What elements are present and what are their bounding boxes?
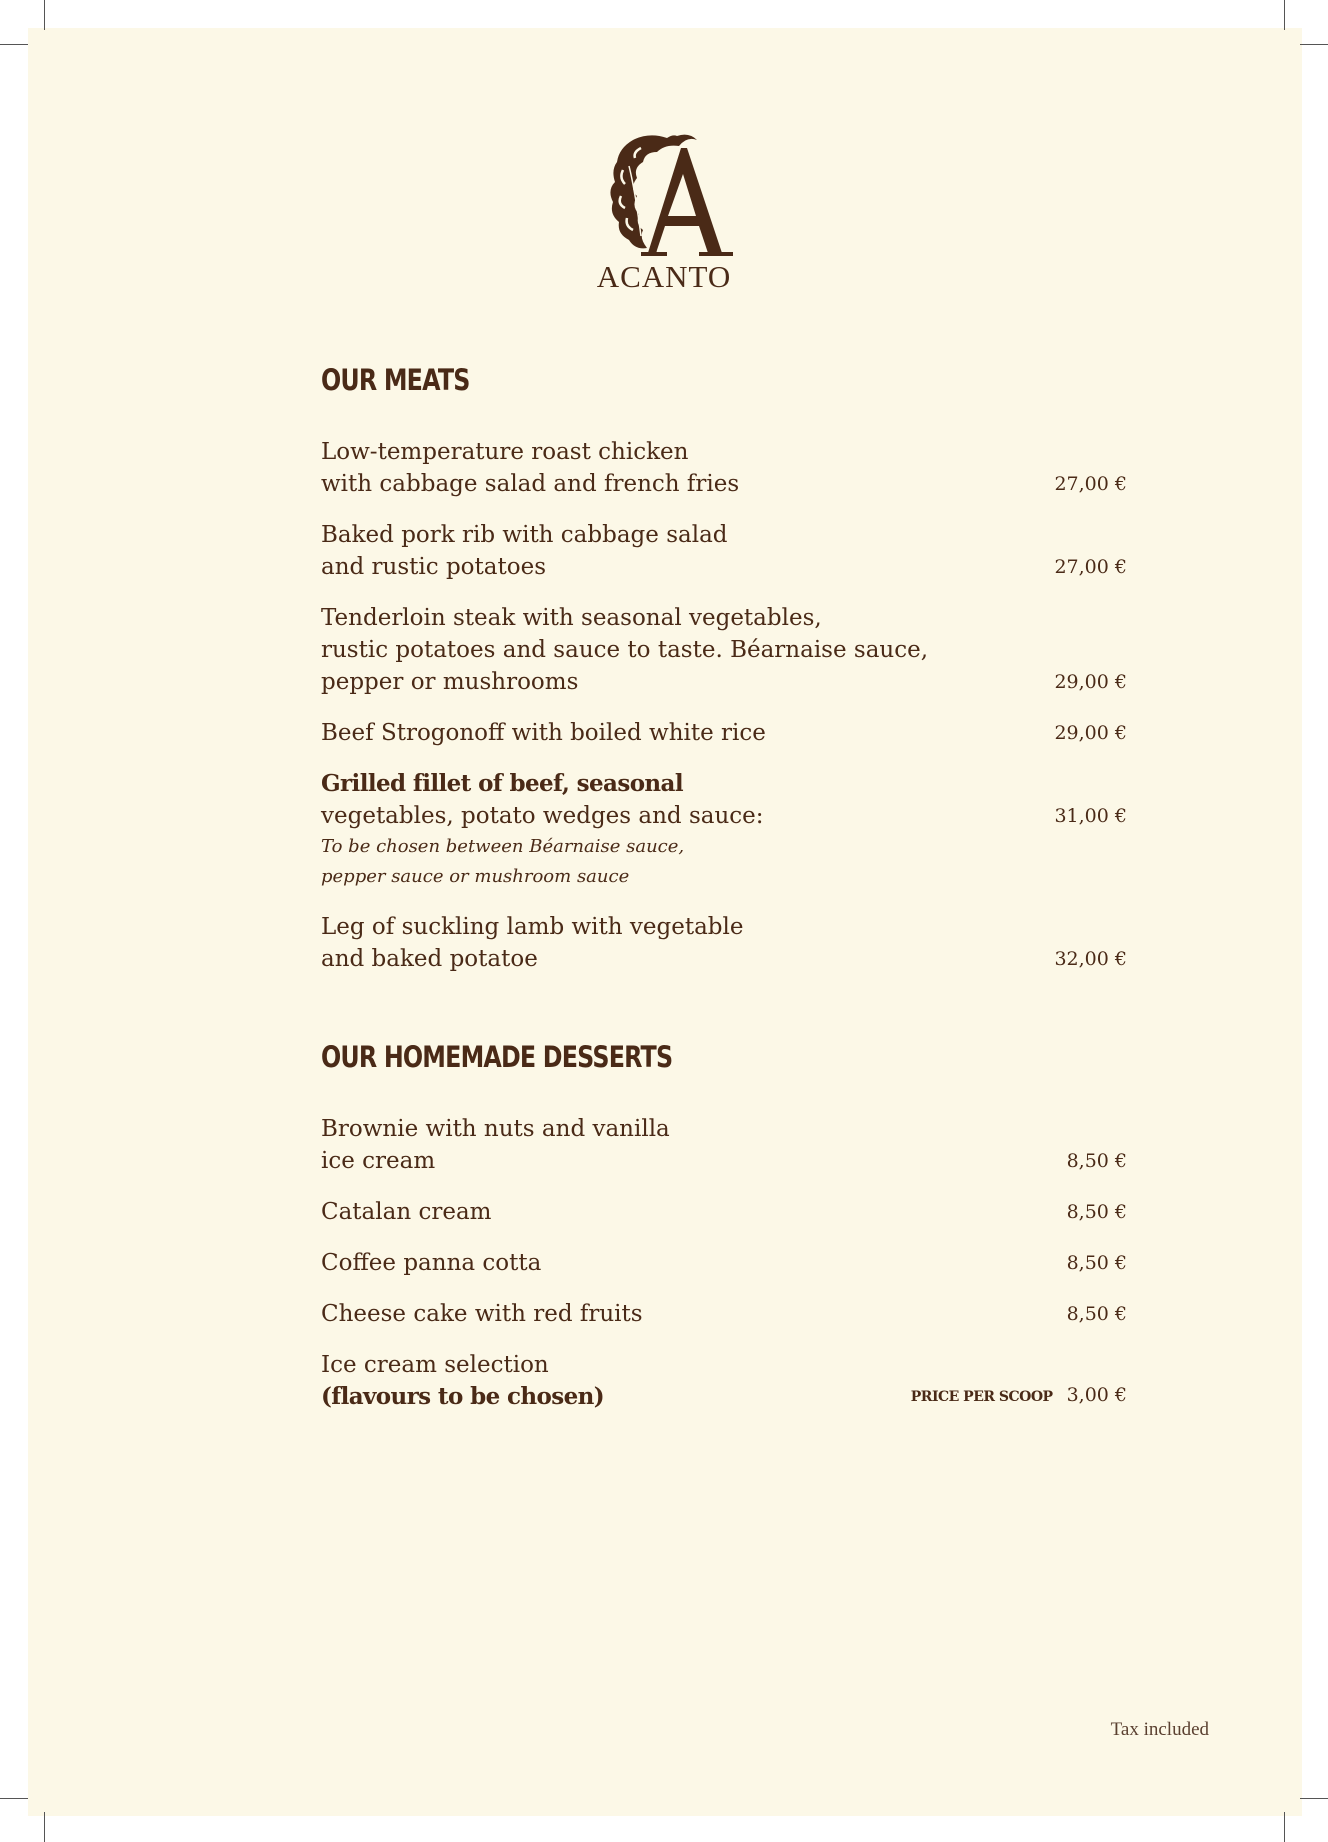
- menu-item: [321, 602, 1127, 698]
- price-value: 8,50 €: [1066, 1150, 1127, 1172]
- menu-item-note: To be chosen between Béarnaise sauce,: [321, 836, 685, 857]
- menu-item: [321, 1196, 1127, 1228]
- menu-item: [321, 519, 1127, 583]
- menu-item-name: [321, 1113, 1067, 1177]
- menu-item-line: vegetables, potato wedges and sauce:: [321, 803, 764, 829]
- menu-item-name: [321, 436, 1054, 500]
- menu-item-line: ice cream: [321, 1148, 436, 1174]
- menu-item: [321, 911, 1127, 975]
- menu-item-line: Coffee panna cotta: [321, 1250, 542, 1276]
- menu-item-name: [321, 519, 1054, 583]
- menu-item-price: [1067, 1298, 1127, 1330]
- price-value: 8,50 €: [1066, 1201, 1127, 1223]
- menu-item-price: [1054, 468, 1127, 500]
- menu-item-name: [321, 602, 1054, 698]
- menu-item-note: pepper sauce or mushroom sauce: [321, 866, 630, 887]
- menu-item-line: with cabbage salad and french fries: [321, 471, 740, 497]
- menu-item-price: [1054, 943, 1127, 975]
- price-value: 32,00 €: [1054, 948, 1127, 970]
- menu-content: [321, 360, 1127, 1432]
- price-value: 29,00 €: [1054, 722, 1127, 744]
- menu-item-line: Cheese cake with red fruits: [321, 1301, 643, 1327]
- menu-item-name: [321, 1247, 1067, 1279]
- crop-mark: [1284, 1812, 1285, 1842]
- tax-note: Tax included: [1110, 1719, 1209, 1740]
- menu-item-line: Ice cream selection: [321, 1352, 549, 1378]
- crop-mark: [0, 44, 28, 45]
- menu-item-price: [1054, 666, 1127, 698]
- brand-logo: [0, 130, 1328, 295]
- price-value: 27,00 €: [1054, 473, 1127, 495]
- acanthus-leaf-letter-a-icon: [589, 130, 739, 265]
- meats-section-title: OUR MEATS: [321, 363, 470, 397]
- menu-item: [321, 1349, 1127, 1413]
- menu-item-line: Baked pork rib with cabbage salad: [321, 522, 728, 548]
- menu-item-price: [1067, 1196, 1127, 1228]
- price-value: 8,50 €: [1066, 1303, 1127, 1325]
- price-value: 27,00 €: [1054, 556, 1127, 578]
- menu-item: [321, 1298, 1127, 1330]
- crop-mark: [44, 1812, 45, 1842]
- menu-item-line: rustic potatoes and sauce to taste. Béarnaise sauce,: [321, 637, 929, 663]
- menu-item-name: [321, 1349, 911, 1413]
- brand-name: ACANTO: [596, 259, 732, 294]
- menu-item-line: and baked potatoe: [321, 946, 538, 972]
- crop-mark: [44, 0, 45, 30]
- menu-item-name: [321, 1196, 1067, 1228]
- menu-item-title-bold: Grilled fillet of beef, seasonal: [321, 770, 683, 797]
- menu-item-name: [321, 717, 1054, 749]
- menu-item-line: Beef Strogonoff with boiled white rice: [321, 720, 766, 746]
- menu-item: [321, 1247, 1127, 1279]
- menu-item-line: pepper or mushrooms: [321, 669, 579, 695]
- crop-mark: [1300, 44, 1328, 45]
- crop-mark: [1284, 0, 1285, 30]
- menu-item-name: [321, 911, 1054, 975]
- menu-item: [321, 768, 1127, 892]
- desserts-list: [321, 1113, 1127, 1413]
- crop-mark: [0, 1798, 28, 1799]
- menu-item-line: Leg of suckling lamb with vegetable: [321, 914, 744, 940]
- price-per-scoop-label: PRICE PER SCOOP: [910, 1389, 1053, 1405]
- price-value: 31,00 €: [1054, 805, 1127, 827]
- meats-list: [321, 436, 1127, 975]
- crop-mark: [1300, 1798, 1328, 1799]
- menu-item-price: [1054, 717, 1127, 749]
- menu-item-line: Catalan cream: [321, 1199, 492, 1225]
- price-value: 8,50 €: [1066, 1252, 1127, 1274]
- desserts-section-title: OUR HOMEMADE DESSERTS: [321, 1040, 673, 1074]
- menu-item-price: [1067, 1145, 1127, 1177]
- menu-item: [321, 717, 1127, 749]
- menu-item: [321, 1113, 1127, 1177]
- menu-item-line: and rustic potatoes: [321, 554, 546, 580]
- menu-item-price: [911, 1379, 1127, 1413]
- menu-item-line: Brownie with nuts and vanilla: [321, 1116, 670, 1142]
- menu-item-line: Low-temperature roast chicken: [321, 439, 689, 465]
- menu-item: [321, 436, 1127, 500]
- menu-item-name: [321, 1298, 1067, 1330]
- menu-item-price: [1054, 551, 1127, 583]
- menu-item-subtitle-bold: (flavours to be chosen): [321, 1383, 605, 1410]
- price-value: 29,00 €: [1054, 671, 1127, 693]
- menu-item-price: [1054, 800, 1127, 832]
- menu-item-price: [1067, 1247, 1127, 1279]
- price-value: 3,00 €: [1066, 1384, 1127, 1406]
- menu-item-name: [321, 768, 1054, 892]
- menu-item-line: Tenderloin steak with seasonal vegetables,: [321, 605, 822, 631]
